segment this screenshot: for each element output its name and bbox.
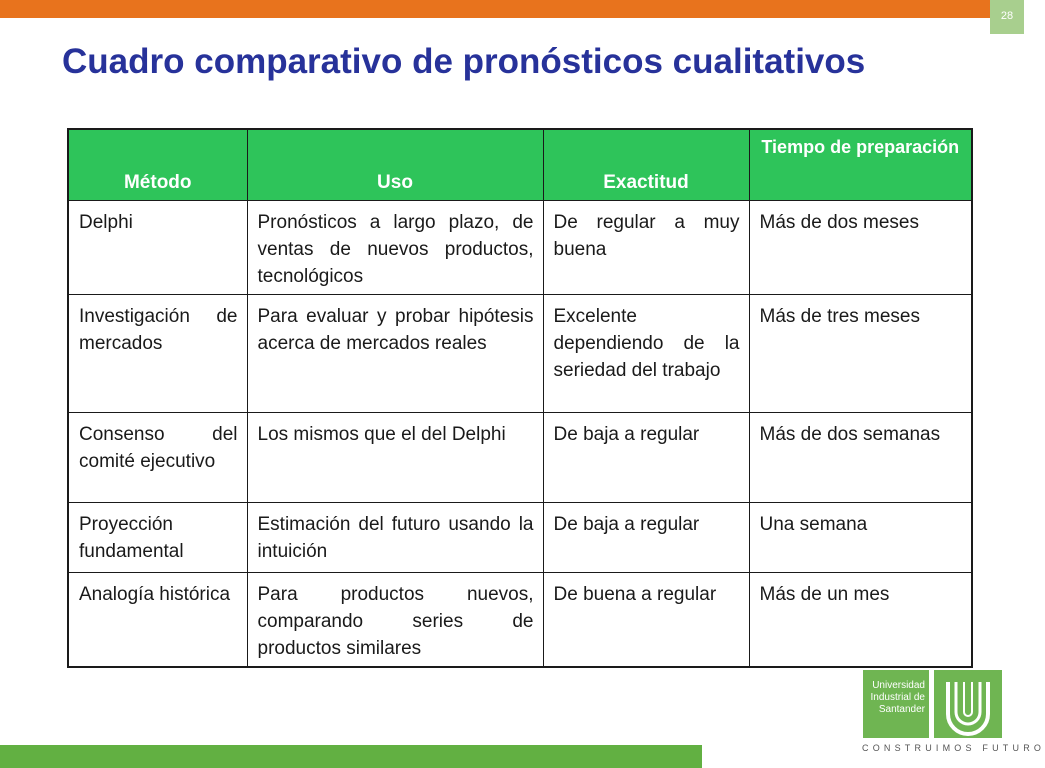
cell-tiempo: Más de dos semanas xyxy=(749,413,972,503)
cell-exactitud: De baja a regular xyxy=(543,413,749,503)
cell-exactitud: De regular a muy buena xyxy=(543,201,749,295)
cell-uso: Para evaluar y probar hipótesis acerca de mercados reales xyxy=(247,295,543,413)
cell-metodo: Consenso del comité ejecutivo xyxy=(68,413,247,503)
cell-uso: Pronósticos a largo plazo, de ventas de nuevos productos, tecnológicos xyxy=(247,201,543,295)
slide-title: Cuadro comparativo de pronósticos cualitativos xyxy=(62,42,866,81)
cell-tiempo: Una semana xyxy=(749,503,972,573)
university-logo xyxy=(863,670,929,738)
cell-tiempo: Más de un mes xyxy=(749,573,972,668)
table-row xyxy=(68,503,972,573)
table-row xyxy=(68,573,972,668)
header-exactitud: Exactitud xyxy=(543,129,749,201)
cell-metodo: Investigación de mercados xyxy=(68,295,247,413)
cell-exactitud: De baja a regular xyxy=(543,503,749,573)
table-row xyxy=(68,295,972,413)
cell-metodo: Proyección fundamental xyxy=(68,503,247,573)
logo-line: Universidad xyxy=(872,680,925,691)
motto-text: CONSTRUIMOS FUTURO xyxy=(862,743,1045,753)
comparison-table xyxy=(67,128,973,668)
table-header-row xyxy=(68,129,972,201)
header-tiempo-preparacion: Tiempo de preparación xyxy=(749,129,972,201)
cell-exactitud: De buena a regular xyxy=(543,573,749,668)
cell-metodo: Analogía histórica xyxy=(68,573,247,668)
page-number-badge xyxy=(990,0,1024,34)
cell-exactitud: Excelente dependiendo de la seriedad del trabajo xyxy=(543,295,749,413)
header-metodo: Método xyxy=(68,129,247,201)
logo-line: Santander xyxy=(878,704,925,715)
uis-emblem-icon xyxy=(934,670,1002,738)
cell-uso: Para productos nuevos, comparando series de productos similares xyxy=(247,573,543,668)
cell-tiempo: Más de dos meses xyxy=(749,201,972,295)
top-accent-bar xyxy=(0,0,990,18)
page-number: 28 xyxy=(1000,10,1014,22)
cell-metodo: Delphi xyxy=(68,201,247,295)
table-row xyxy=(68,413,972,503)
cell-uso: Los mismos que el del Delphi xyxy=(247,413,543,503)
cell-tiempo: Más de tres meses xyxy=(749,295,972,413)
table-row xyxy=(68,201,972,295)
cell-uso: Estimación del futuro usando la intuición xyxy=(247,503,543,573)
header-uso: Uso xyxy=(247,129,543,201)
bottom-accent-bar xyxy=(0,745,702,768)
logo-line: Industrial de xyxy=(870,692,925,703)
